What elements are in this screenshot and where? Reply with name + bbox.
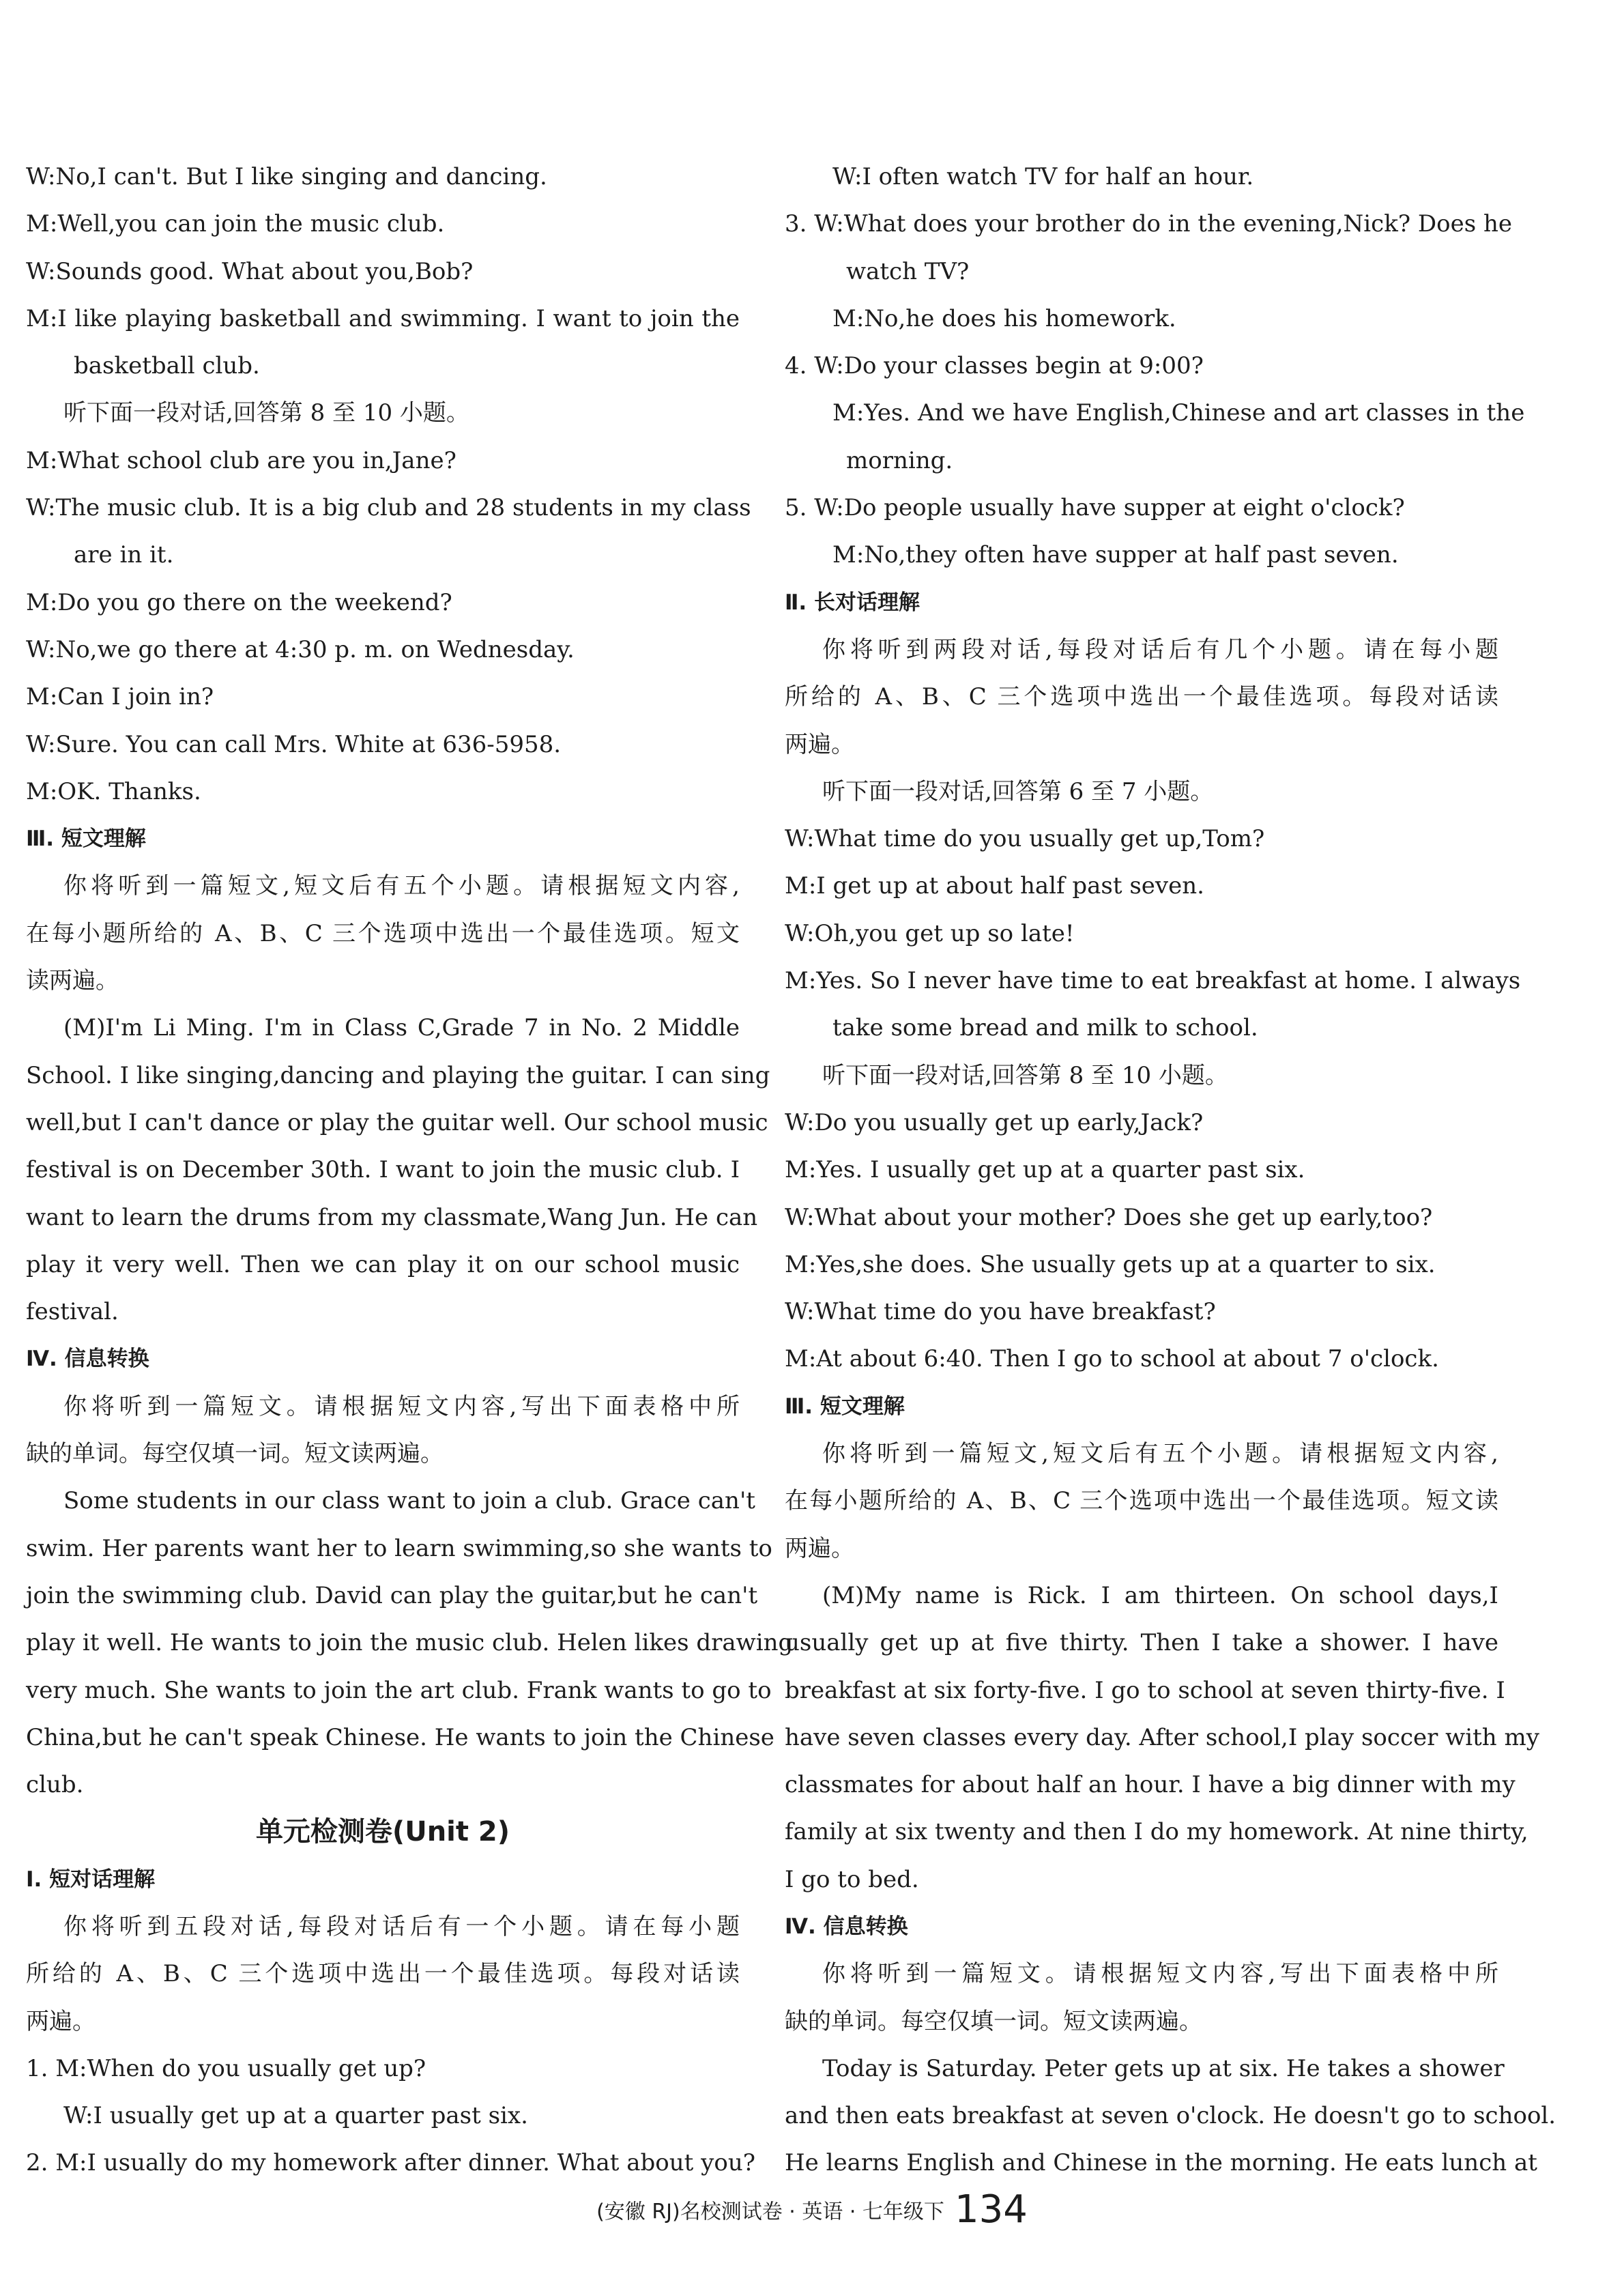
left-text-line: China,but he can't speak Chinese. He wants to join the Chinese: [26, 1723, 774, 1751]
left-text-line: 所给的 A、B、C 三个选项中选出一个最佳选项。每段对话读: [26, 1960, 740, 1988]
right-section-heading: Ⅲ. 短文理解: [785, 1394, 905, 1419]
left-text-line: 缺的单词。每空仅填一词。短文读两遍。: [26, 1440, 444, 1468]
right-section-heading: Ⅳ. 信息转换: [785, 1914, 908, 1939]
left-text-line: W:Sounds good. What about you,Bob?: [26, 257, 474, 285]
right-section-heading: Ⅱ. 长对话理解: [785, 590, 920, 615]
left-text-line: M:OK. Thanks.: [26, 777, 201, 805]
right-text-line: watch TV?: [846, 257, 970, 285]
right-text-line: 两遍。: [785, 1534, 854, 1562]
right-text-line: M:No,he does his homework.: [832, 304, 1176, 332]
right-text-line: 听下面一段对话,回答第 6 至 7 小题。: [822, 777, 1214, 805]
left-section-heading: Ⅰ. 短对话理解: [26, 1867, 156, 1892]
left-text-line: play it well. He wants to join the music club. Helen likes drawing: [26, 1629, 794, 1657]
left-text-line: 两遍。: [26, 2007, 96, 2035]
right-text-line: 缺的单词。每空仅填一词。短文读两遍。: [785, 2007, 1202, 2035]
right-text-line: family at six twenty and then I do my homework. At nine thirty,: [785, 1818, 1528, 1846]
left-text-line: W:The music club. It is a big club and 28 students in my class: [26, 494, 751, 522]
right-text-line: 你将听到两段对话,每段对话后有几个小题。请在每小题: [822, 635, 1498, 663]
left-text-line: (M)I'm Li Ming. I'm in Class C,Grade 7 in No. 2 Middle: [63, 1014, 740, 1042]
left-text-line: School. I like singing,dancing and playing the guitar. I can sing: [26, 1061, 770, 1089]
left-text-line: join the swimming club. David can play the guitar,but he can't: [26, 1581, 758, 1609]
left-text-line: M:I like playing basketball and swimming. I want to join the: [26, 304, 740, 332]
right-text-line: breakfast at six forty-five. I go to school at seven thirty-five. I: [785, 1676, 1505, 1704]
left-text-line: W:Sure. You can call Mrs. White at 636-5958.: [26, 730, 562, 758]
page-number: 134: [955, 2187, 1028, 2232]
left-text-line: festival.: [26, 1298, 119, 1326]
right-text-line: W:I often watch TV for half an hour.: [832, 163, 1254, 190]
right-text-line: (M)My name is Rick. I am thirteen. On school days,I: [822, 1581, 1498, 1609]
right-text-line: W:What time do you usually get up,Tom?: [785, 825, 1265, 853]
left-text-line: swim. Her parents want her to learn swimming,so she wants to: [26, 1534, 772, 1562]
right-text-line: W:What time do you have breakfast?: [785, 1298, 1216, 1326]
footer-text: (安徽 RJ)名校测试卷 · 英语 · 七年级下: [596, 2200, 944, 2224]
left-text-line: Some students in our class want to join a club. Grace can't: [63, 1487, 755, 1515]
left-column: [26, 154, 794, 2187]
left-text-line: 读两遍。: [26, 967, 119, 995]
right-text-line: classmates for about half an hour. I have a big dinner with my: [785, 1771, 1516, 1799]
left-text-line: well,but I can't dance or play the guitar well. Our school music: [26, 1108, 768, 1136]
left-section-heading: Ⅳ. 信息转换: [26, 1347, 149, 1372]
left-text-line: 1. M:When do you usually get up?: [26, 2054, 426, 2082]
right-text-line: and then eats breakfast at seven o'clock. He doesn't go to school.: [785, 2102, 1556, 2130]
left-text-line: M:Can I join in?: [26, 683, 214, 711]
left-text-line: 你将听到一篇短文,短文后有五个小题。请根据短文内容,: [63, 872, 740, 900]
right-text-line: M:Yes,she does. She usually gets up at a quarter to six.: [785, 1250, 1436, 1278]
right-text-line: 在每小题所给的 A、B、C 三个选项中选出一个最佳选项。短文读: [785, 1487, 1498, 1515]
left-text-line: M:Well,you can join the music club.: [26, 210, 445, 238]
left-text-line: M:What school club are you in,Jane?: [26, 446, 456, 474]
right-text-line: W:Do you usually get up early,Jack?: [785, 1108, 1204, 1136]
left-text-line: 你将听到五段对话,每段对话后有一个小题。请在每小题: [63, 1912, 740, 1940]
right-text-line: He learns English and Chinese in the morning. He eats lunch at: [785, 2149, 1537, 2177]
right-text-line: M:Yes. So I never have time to eat breakfast at home. I always: [785, 967, 1521, 995]
right-text-line: 你将听到一篇短文,短文后有五个小题。请根据短文内容,: [822, 1440, 1498, 1468]
right-text-line: morning.: [846, 446, 953, 474]
right-column: [785, 154, 1556, 2187]
right-text-line: 你将听到一篇短文。请根据短文内容,写出下面表格中所: [822, 1960, 1498, 1988]
left-text-line: 你将听到一篇短文。请根据短文内容,写出下面表格中所: [63, 1392, 740, 1420]
right-text-line: M:Yes. I usually get up at a quarter past six.: [785, 1156, 1305, 1184]
left-text-line: M:Do you go there on the weekend?: [26, 588, 452, 616]
left-text-line: very much. She wants to join the art club. Frank wants to go to: [26, 1676, 772, 1704]
left-text-line: 2. M:I usually do my homework after dinner. What about you?: [26, 2149, 755, 2177]
right-text-line: M:No,they often have supper at half past seven.: [832, 541, 1399, 569]
right-text-line: take some bread and milk to school.: [832, 1014, 1258, 1042]
left-text-line: W:No,I can't. But I like singing and dancing.: [26, 163, 547, 190]
left-text-line: 在每小题所给的 A、B、C 三个选项中选出一个最佳选项。短文: [26, 919, 740, 947]
right-text-line: 两遍。: [785, 730, 854, 758]
page-footer: [0, 2187, 1624, 2232]
right-text-line: W:Oh,you get up so late!: [785, 919, 1075, 947]
right-text-line: M:Yes. And we have English,Chinese and art classes in the: [832, 399, 1525, 427]
right-text-line: I go to bed.: [785, 1865, 919, 1893]
right-text-line: 5. W:Do people usually have supper at eight o'clock?: [785, 494, 1405, 522]
right-text-line: usually get up at five thirty. Then I take a shower. I have: [785, 1629, 1498, 1657]
left-text-line: are in it.: [74, 541, 174, 569]
right-text-line: M:At about 6:40. Then I go to school at about 7 o'clock.: [785, 1345, 1439, 1373]
left-text-line: play it very well. Then we can play it on our school music: [26, 1250, 740, 1278]
right-text-line: have seven classes every day. After school,I play soccer with my: [785, 1723, 1539, 1751]
left-text-line: W:No,we go there at 4:30 p. m. on Wednesday.: [26, 635, 575, 663]
left-text-line: club.: [26, 1771, 84, 1799]
right-text-line: 听下面一段对话,回答第 8 至 10 小题。: [822, 1061, 1228, 1089]
left-text-line: festival is on December 30th. I want to join the music club. I: [26, 1156, 740, 1184]
right-text-line: 4. W:Do your classes begin at 9:00?: [785, 352, 1204, 380]
right-text-line: M:I get up at about half past seven.: [785, 872, 1204, 900]
right-text-line: 3. W:What does your brother do in the evening,Nick? Does he: [785, 210, 1512, 238]
right-text-line: W:What about your mother? Does she get up early,too?: [785, 1203, 1433, 1231]
left-text-line: want to learn the drums from my classmate,Wang Jun. He can: [26, 1203, 758, 1231]
left-section-heading: Ⅲ. 短文理解: [26, 826, 146, 852]
left-text-line: 听下面一段对话,回答第 8 至 10 小题。: [63, 399, 469, 427]
left-text-line: W:I usually get up at a quarter past six.: [63, 2102, 528, 2130]
left-unit-title: 单元检测卷(Unit 2): [255, 1816, 510, 1848]
left-text-line: basketball club.: [74, 352, 260, 380]
right-text-line: 所给的 A、B、C 三个选项中选出一个最佳选项。每段对话读: [785, 683, 1498, 711]
right-text-line: Today is Saturday. Peter gets up at six. He takes a shower: [822, 2054, 1505, 2082]
